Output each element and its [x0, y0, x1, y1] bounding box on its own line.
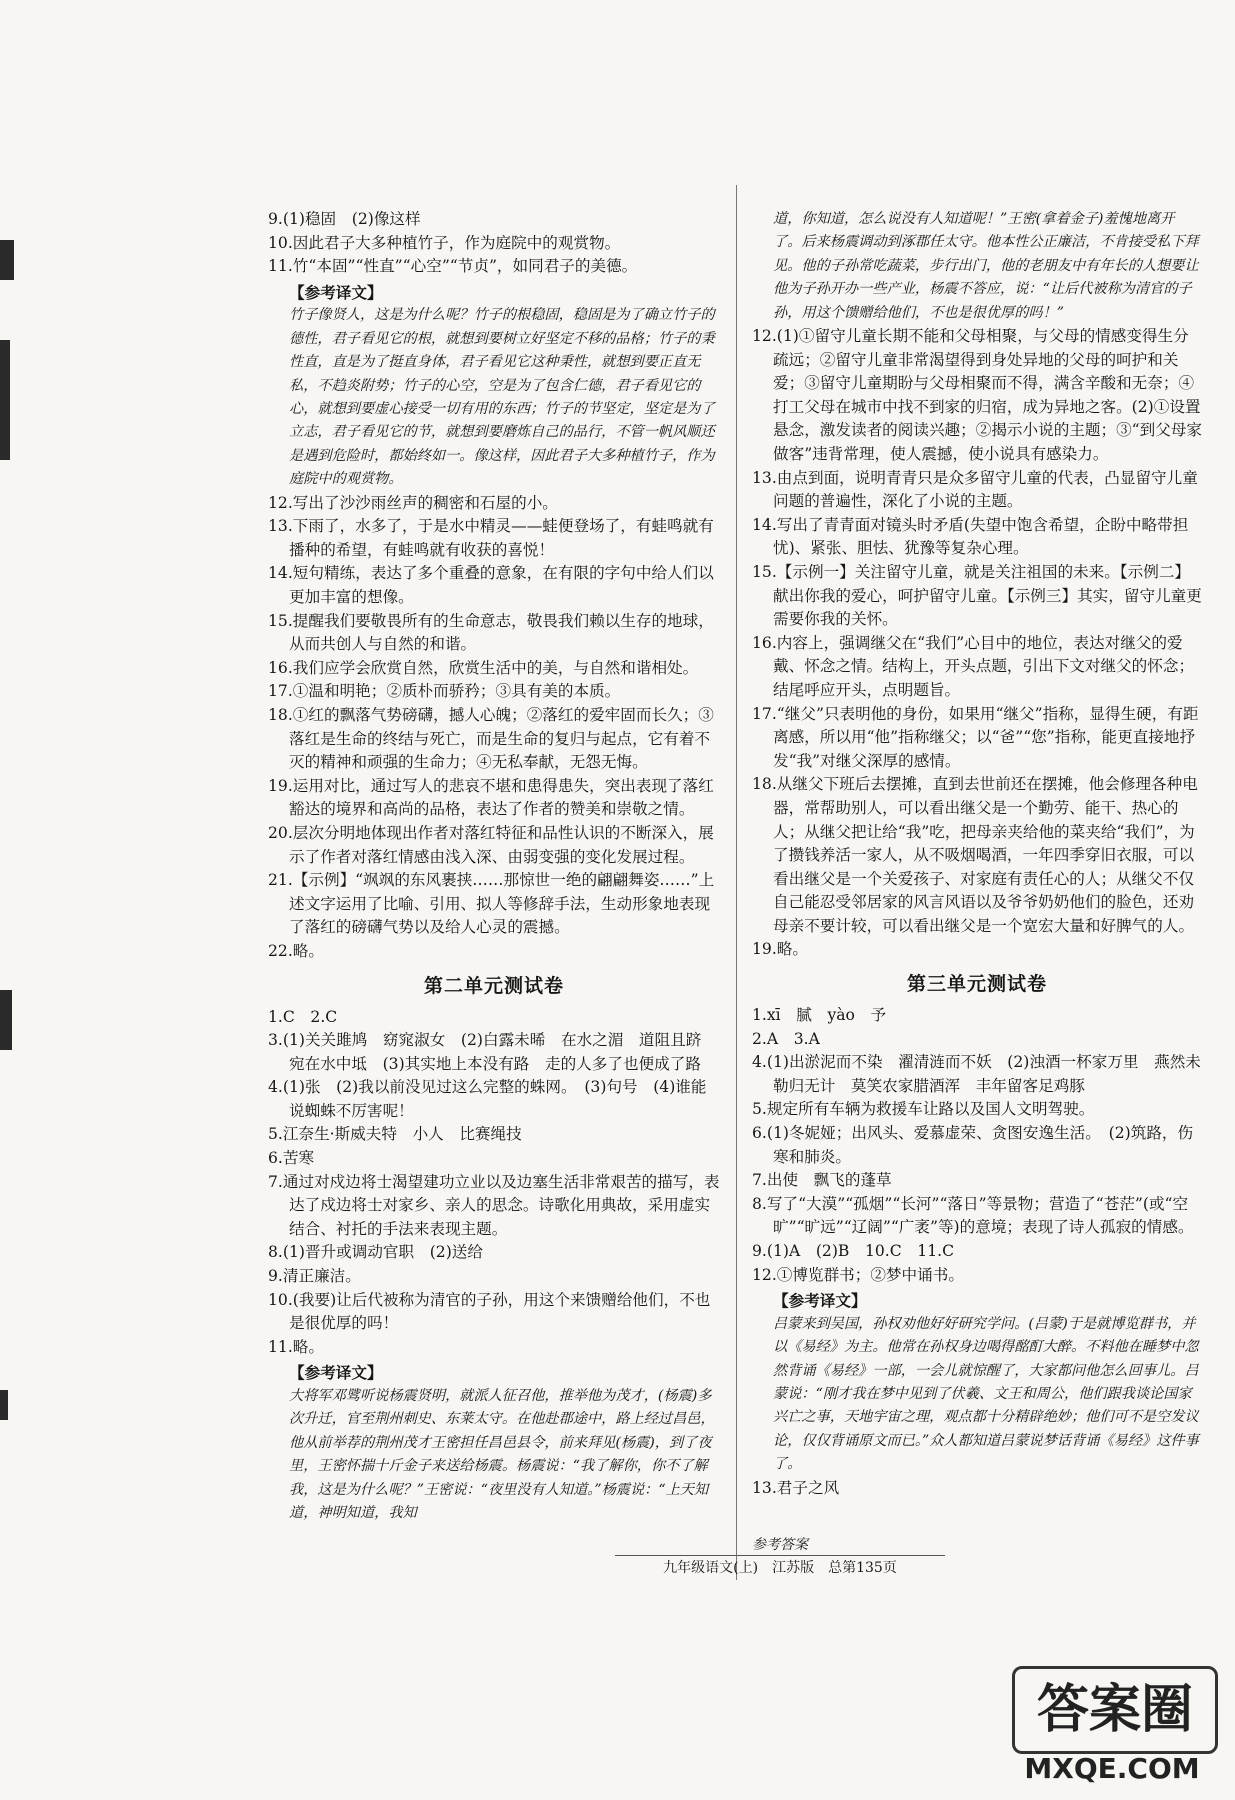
answer-item: 22.略。 [268, 941, 324, 960]
answer-item: 9.(1)A (2)B 10.C 11.C [752, 1242, 955, 1260]
answer-item: 20.层次分明地体现出作者对落红特征和品性认识的不断深入，展示了作者对落红情感由浅入深、由弱变强的变化发展过程。 [268, 823, 714, 866]
answer-item: 8.写了“大漠”“孤烟”“长河”“落日”等景物；营造了“苍茫”(或“空旷”“旷远”“辽阔”“广袤”等)的意境；表现了诗人孤寂的情感。 [752, 1194, 1194, 1237]
reference-translation-heading: 【参考译文】 [289, 282, 383, 302]
answer-item: 12.(1)①留守儿童长期不能和父母相聚，与父母的情感变得生分疏远；②留守儿童非常渴望得到身处异地的父母的呵护和关爱；③留守儿童期盼与父母相聚而不得，满含辛酸和无奈；④打工父母在城市中找不到家的归宿，成为异地之客。(2)①设置悬念，激发读者的阅读兴趣；②揭示小说的主题；③“到父母家做客”违背常理，使人震撼，使小说具有感染力。 [752, 327, 1203, 463]
translation-paragraph: 吕蒙来到吴国，孙权劝他好好研究学问。(吕蒙)于是就博览群书，并以《易经》为主。他常在孙权身边喝得酩酊大醉。不料他在睡梦中忽然背诵《易经》一部，一会儿就惊醒了，大家都问他怎么回事儿。吕蒙说：“刚才我在梦中见到了伏羲、文王和周公，他们跟我谈论国家兴亡之事，天地宇宙之理，观点都十分精辟绝妙；他们可不是空发议论，仅仅背诵原文而已。”众人都知道吕蒙说梦话背诵《易经》这件事了。 [773, 1315, 1199, 1473]
answer-item: 12.写出了沙沙雨丝声的稠密和石屋的小。 [268, 493, 558, 512]
answer-item: 10.因此君子大多种植竹子，作为庭院中的观赏物。 [268, 233, 621, 252]
answer-item: 1.xī 腻 yào 予 [752, 1006, 887, 1025]
answer-item: 17.①温和明艳；②质朴而骄矜；③具有美的本质。 [268, 682, 621, 701]
answer-item: 15.提醒我们要敬畏所有的生命意志，敬畏我们赖以生存的地球，从而共创人与自然的和谐。 [268, 611, 714, 654]
answer-item: 14.写出了青青面对镜头时矛盾(失望中饱含希望，企盼中略带担忧)、紧张、胆怯、犹豫等复杂心理。 [752, 515, 1189, 558]
answer-item: 12.①博览群书；②梦中诵书。 [752, 1265, 964, 1284]
scan-edge-mark [0, 990, 12, 1050]
answer-item: 2.A 3.A [752, 1029, 820, 1048]
answer-item: 4.(1)张 (2)我以前没见过这么完整的蛛网。 (3)句号 (4)谁能说蜘蛛不厉害呢！ [268, 1078, 707, 1120]
column-divider [736, 185, 737, 1580]
answer-item: 18.①红的飘落气势磅礴，撼人心魄；②落红的爱牢固而长久；③落红是生命的终结与死亡，而是生命的复归与起点，它有着不灭的精神和顽强的生命力；④无私奉献，无怨无悔。 [268, 705, 714, 772]
answer-item: 9.清正廉洁。 [268, 1267, 361, 1286]
answer-item: 18.从继父下班后去摆摊，直到去世前还在摆摊，他会修理各种电器，常帮助别人，可以看出继父是一个勤劳、能干、热心的人；从继父把让给“我”吃，把母亲夹给他的菜夹给“我们”，为了攒钱养活一家人，从不吸烟喝酒，一年四季穿旧衣服，可以看出继父是一个关爱孩子、对家庭有责任心的人；从继父不仅自己能忍受邻居家的风言风语以及爷爷奶奶他们的脸色，还劝母亲不要计较，可以看出继父是一个宽宏大量和好脾气的人。 [752, 775, 1198, 935]
answer-item: 15.【示例一】关注留守儿童，就是关注祖国的未来。【示例二】献出你我的爱心，呵护留守儿童。【示例三】其实，留守儿童更需要你我的关怀。 [752, 562, 1202, 629]
right-column [752, 208, 1202, 1500]
answer-item: 19.运用对比，通过写人的悲哀不堪和患得患失，突出表现了落红豁达的境界和高尚的品格，表达了作者的赞美和崇敬之情。 [268, 776, 714, 819]
answer-item: 10.(我要)让后代被称为清官的子孙，用这个来馈赠给他们，不也是很优厚的吗！ [268, 1290, 711, 1333]
translation-paragraph: 大将军邓骘听说杨震贤明，就派人征召他，推举他为茂才，(杨震)多次升迁，官至荆州刺史、东莱太守。在他赴郡途中，路上经过昌邑，他从前举荐的荆州茂才王密担任昌邑县令，前来拜见(杨震)，到了夜里，王密怀揣十斤金子来送给杨震。杨震说：“我了解你，你不了解我，这是为什么呢？”王密说：“夜里没有人知道。”杨震说：“上天知道，神明知道，我知 [289, 1388, 715, 1522]
answer-item: 5.江奈生·斯威夫特 小人 比赛绳技 [268, 1125, 522, 1144]
answer-item: 5.规定所有车辆为救援车让路以及国人文明驾驶。 [752, 1100, 1095, 1119]
scan-edge-mark [0, 1390, 8, 1420]
answer-item: 8.(1)晋升或调动官职 (2)送给 [268, 1243, 483, 1262]
answer-item: 6.苦寒 [268, 1149, 315, 1168]
footer-page-info: 九年级语文(上) 江苏版 总第135页 [615, 1555, 945, 1578]
answer-item: 9.(1)稳固 (2)像这样 [268, 210, 421, 228]
scan-edge-mark [0, 240, 14, 280]
answer-item: 3.(1)关关雎鸠 窈窕淑女 (2)白露未晞 在水之湄 道阻且跻 宛在水中坻 (3)其实地上本没有路 走的人多了也便成了路 [268, 1031, 717, 1073]
watermark-url: MXQE.COM [1024, 1752, 1200, 1785]
answer-item: 13.下雨了，水多了，于是水中精灵——蛙便登场了，有蛙鸣就有播种的希望，有蛙鸣就有收获的喜悦！ [268, 517, 714, 559]
translation-paragraph: 道，你知道，怎么说没有人知道呢！”王密(拿着金子)羞愧地离开了。后来杨震调动到涿郡任太守。他本性公正廉洁，不肯接受私下拜见。他的子孙常吃蔬菜，步行出门，他的老朋友中有年长的人想要让他为子孙开办一些产业，杨震不答应，说：“让后代被称为清官的子孙，用这个馈赠给他们，不也是很优厚的吗！” [773, 211, 1199, 321]
answer-item: 7.通过对戍边将士渴望建功立业以及边塞生活非常艰苦的描写，表达了戍边将士对家乡、亲人的思念。诗歌化用典故，采用虚实结合、衬托的手法来表现主题。 [268, 1172, 720, 1238]
answer-item: 13.由点到面，说明青青只是众多留守儿童的代表，凸显留守儿童问题的普遍性，深化了小说的主题。 [752, 468, 1198, 511]
translation-paragraph: 竹子像贤人，这是为什么呢？竹子的根稳固，稳固是为了确立竹子的德性，君子看见它的根，就想到要树立好坚定不移的品格；竹子的秉性直，直是为了挺直身体，君子看见它这种秉性，就想到要正直无私，不趋炎附势；竹子的心空，空是为了包含仁德，君子看见它的心，就想到要虚心接受一切有用的东西；竹子的节坚定，坚定是为了立志，君子看见它的节，就想到要磨炼自己的品行，不管一帆风顺还是遇到危险时，都始终如一。像这样，因此君子大多种植竹子，作为庭院中的观赏物。 [289, 307, 715, 488]
section-heading: 第三单元测试卷 [906, 973, 1047, 996]
answer-item: 13.君子之风 [752, 1478, 840, 1497]
footer-title: 参考答案 [752, 1537, 808, 1553]
section-heading: 第二单元测试卷 [423, 974, 564, 997]
watermark-text: 答案圈 [1012, 1666, 1218, 1754]
answer-item: 14.短句精练，表达了多个重叠的意象，在有限的字句中给人们以更加丰富的想像。 [268, 564, 714, 606]
answer-item: 17.“继父”只表明他的身份，如果用“继父”指称，显得生硬，有距离感，所以用“他”指称继父；以“爸”“您”指称，能更直接地抒发“我”对继父深厚的感情。 [752, 704, 1199, 770]
answer-item: 16.我们应学会欣赏自然，欣赏生活中的美，与自然和谐相处。 [268, 658, 699, 677]
watermark-logo [1012, 1666, 1217, 1786]
answer-item: 6.(1)冬妮娅；出风头、爱慕虚荣、贪图安逸生活。 (2)筑路，伤寒和肺炎。 [752, 1124, 1194, 1166]
scan-edge-mark [0, 340, 10, 460]
left-column [268, 208, 720, 1525]
reference-translation-heading: 【参考译文】 [773, 1291, 867, 1311]
answer-item: 11.略。 [268, 1337, 324, 1356]
page-footer [615, 1535, 945, 1578]
answer-item: 4.(1)出淤泥而不染 濯清涟而不妖 (2)浊酒一杯家万里 燕然未勒归无计 莫笑农家腊酒浑 丰年留客足鸡豚 [752, 1053, 1201, 1095]
answer-item: 16.内容上，强调继父在“我们”心目中的地位，表达对继父的爱戴、怀念之情。结构上，开头点题，引出下文对继父的怀念；结尾呼应开头，点明题旨。 [752, 633, 1195, 699]
answer-item: 1.C 2.C [268, 1007, 338, 1026]
answer-item: 11.竹“本固”“性直”“心空”“节贞”，如同君子的美德。 [268, 257, 638, 276]
answer-item: 19.略。 [752, 940, 808, 959]
answer-item: 21.【示例】“飒飒的东风裹挟……那惊世一绝的翩翩舞姿……”上述文字运用了比喻、引用、拟人等修辞手法，生动形象地表现了落红的磅礴气势以及给人心灵的震撼。 [268, 871, 715, 937]
reference-translation-heading: 【参考译文】 [289, 1363, 383, 1383]
answer-item: 7.出使 飘飞的蓬草 [752, 1171, 892, 1190]
